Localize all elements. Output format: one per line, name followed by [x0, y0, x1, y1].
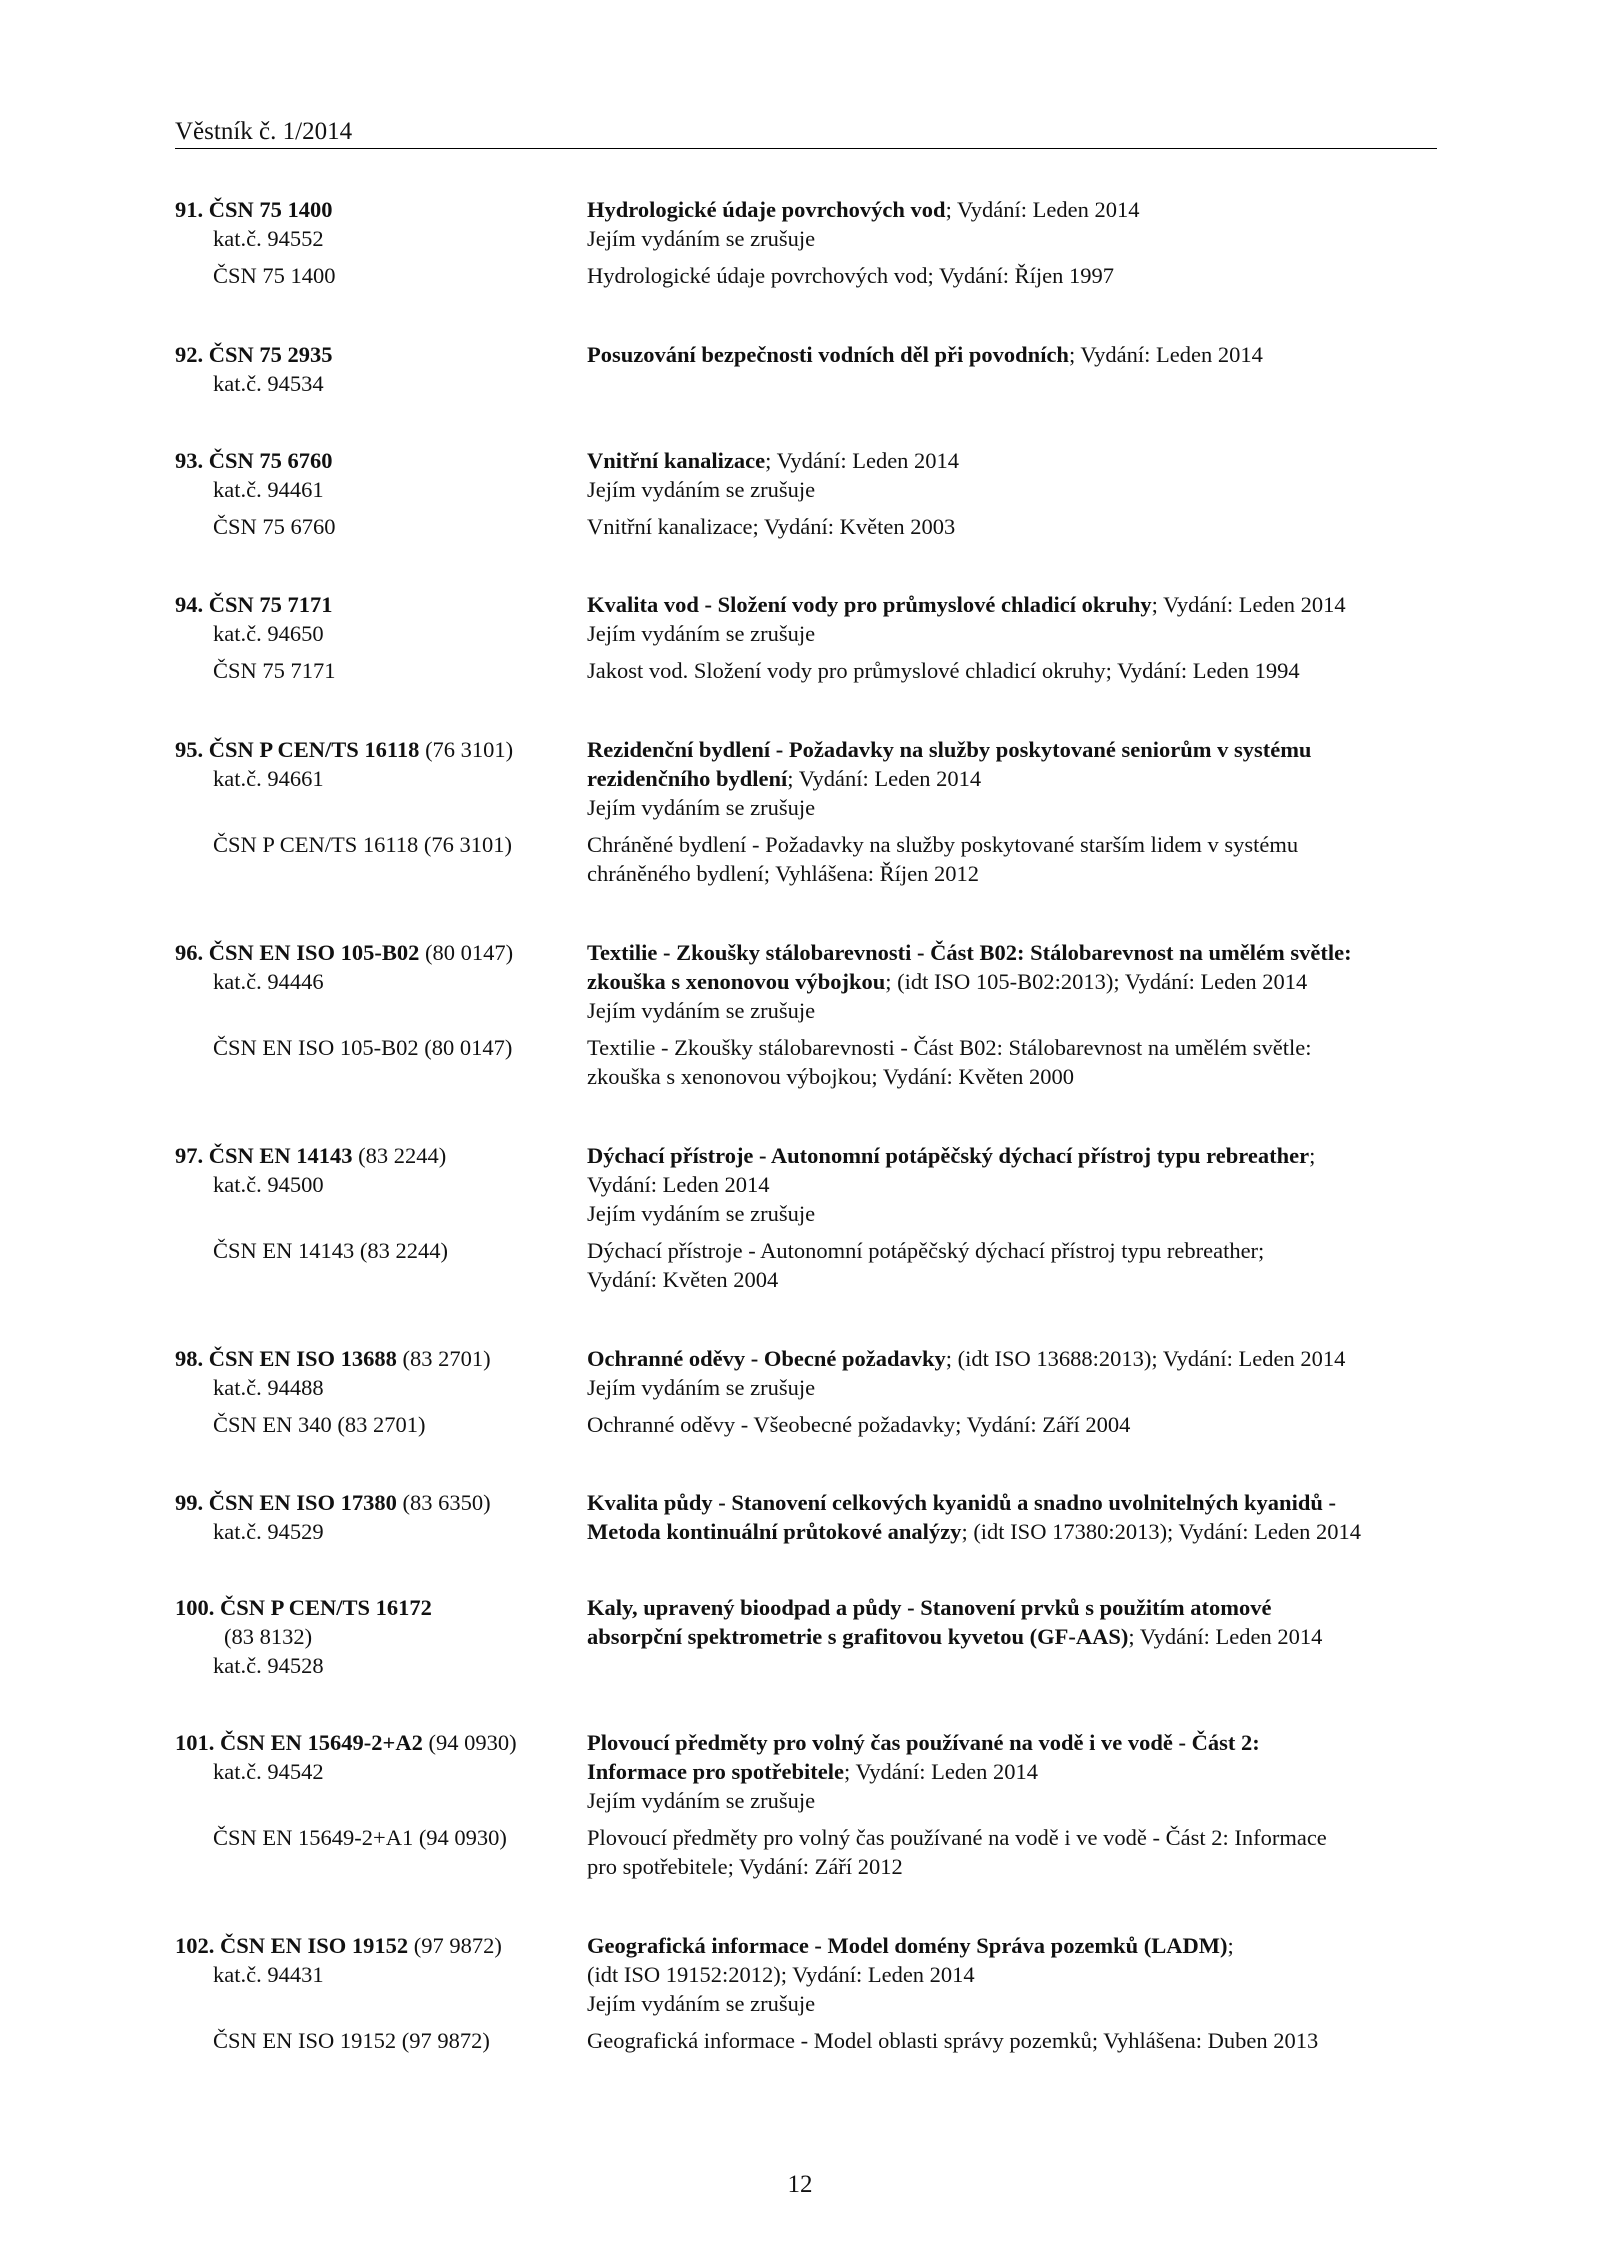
class-number: (76 3101) [419, 737, 514, 762]
catalog-number: kat.č. 94431 [213, 1962, 324, 1987]
standard-title-line1: Textilie - Zkoušky stálobarevnosti - Část B02: Stálobarevnost na umělém světle: [587, 940, 1352, 965]
cancels-note: Jejím vydáním se zrušuje [587, 621, 816, 646]
old-standard-code: ČSN EN 14143 (83 2244) [213, 1238, 448, 1263]
old-standard-text-line1: Plovoucí předměty pro volný čas používané na vodě i ve vodě - Část 2: Informace [587, 1825, 1327, 1850]
old-standard-text-line2: zkouška s xenonovou výbojkou; Vydání: Květen 2000 [587, 1064, 1075, 1089]
standard-title-line1: Kaly, upravený bioodpad a půdy - Stanovení prvků s použitím atomové [587, 1595, 1272, 1620]
cancels-note: Jejím vydáním se zrušuje [587, 226, 816, 251]
edition: ; Vydání: Leden 2014 [765, 448, 960, 473]
standard-code: ČSN 75 2935 [208, 342, 333, 367]
entry-number: 95. [175, 737, 204, 762]
class-number: (83 2701) [396, 1346, 491, 1371]
old-standard-text: Ochranné oděvy - Všeobecné požadavky; Vydání: Září 2004 [587, 1412, 1131, 1437]
old-standard-text-line1: Textilie - Zkoušky stálobarevnosti - Část B02: Stálobarevnost na umělém světle: [587, 1035, 1312, 1060]
standard-code: ČSN EN ISO 105-B02 [208, 940, 420, 965]
edition: ; Vydání: Leden 2014 [1151, 592, 1346, 617]
catalog-number: kat.č. 94661 [213, 766, 324, 791]
edition: Vydání: Leden 2014 [587, 1172, 770, 1197]
page-number: 12 [787, 2171, 813, 2198]
edition: ; Vydání: Leden 2014 [787, 766, 982, 791]
title-separator: ; [1309, 1143, 1316, 1168]
entry-number: 102. [175, 1933, 215, 1958]
old-standard-code: ČSN 75 7171 [213, 658, 336, 683]
catalog-number: kat.č. 94552 [213, 226, 324, 251]
catalog-number: kat.č. 94542 [213, 1759, 324, 1784]
entry-number: 93. [175, 448, 204, 473]
old-standard-code: ČSN EN 340 (83 2701) [213, 1412, 426, 1437]
standard-title: Kvalita vod - Složení vody pro průmyslové chladicí okruhy [587, 592, 1152, 617]
standard-title-line2: absorpční spektrometrie s grafitovou kyvetou (GF-AAS) [587, 1624, 1129, 1649]
standard-title-line1: Rezidenční bydlení - Požadavky na služby poskytované seniorům v systému [587, 737, 1312, 762]
standard-title-line2: rezidenčního bydlení [587, 766, 788, 791]
standard-code: ČSN P CEN/TS 16118 [208, 737, 420, 762]
standard-code: ČSN 75 7171 [208, 592, 333, 617]
old-standard-text-line1: Dýchací přístroje - Autonomní potápěčský dýchací přístroj typu rebreather; [587, 1238, 1265, 1263]
catalog-number: kat.č. 94500 [213, 1172, 324, 1197]
catalog-number: kat.č. 94528 [213, 1653, 324, 1678]
cancels-note: Jejím vydáním se zrušuje [587, 1788, 816, 1813]
edition: ; (idt ISO 13688:2013); Vydání: Leden 2014 [945, 1346, 1346, 1371]
old-standard-code: ČSN EN 15649-2+A1 (94 0930) [213, 1825, 507, 1850]
cancels-note: Jejím vydáním se zrušuje [587, 1201, 816, 1226]
old-standard-text-line1: Chráněné bydlení - Požadavky na služby poskytované starším lidem v systému [587, 832, 1299, 857]
standard-code: ČSN EN ISO 13688 [208, 1346, 397, 1371]
old-standard-code: ČSN 75 1400 [213, 263, 336, 288]
standard-title-line2: Informace pro spotřebitele [587, 1759, 845, 1784]
old-standard-text: Jakost vod. Složení vody pro průmyslové chladicí okruhy; Vydání: Leden 1994 [587, 658, 1300, 683]
edition: ; Vydání: Leden 2014 [844, 1759, 1038, 1784]
entry-number: 94. [175, 592, 204, 617]
entry-number: 92. [175, 342, 204, 367]
cancels-note: Jejím vydáním se zrušuje [587, 1991, 816, 2016]
standard-title: Ochranné oděvy - Obecné požadavky [587, 1346, 946, 1371]
class-number: (83 8132) [224, 1624, 313, 1649]
standard-code: ČSN P CEN/TS 16172 [220, 1595, 432, 1620]
class-number: (80 0147) [419, 940, 514, 965]
catalog-number: kat.č. 94461 [213, 477, 324, 502]
cancels-note: Jejím vydáním se zrušuje [587, 795, 816, 820]
standard-title: Vnitřní kanalizace [587, 448, 766, 473]
edition: (idt ISO 19152:2012); Vydání: Leden 2014 [587, 1962, 975, 1987]
entry-number: 91. [175, 197, 204, 222]
entry-number: 101. [175, 1730, 215, 1755]
old-standard-text-line2: chráněného bydlení; Vyhlášena: Říjen 2012 [587, 861, 979, 886]
catalog-number: kat.č. 94488 [213, 1375, 324, 1400]
class-number: (83 2244) [352, 1143, 447, 1168]
standard-code: ČSN EN ISO 17380 [208, 1490, 397, 1515]
entry-number: 96. [175, 940, 204, 965]
standard-title-line1: Plovoucí předměty pro volný čas používané na vodě i ve vodě - Část 2: [587, 1730, 1260, 1755]
standard-code: ČSN EN ISO 19152 [220, 1933, 409, 1958]
standard-title: Dýchací přístroje - Autonomní potápěčský dýchací přístroj typu rebreather [587, 1143, 1310, 1168]
class-number: (83 6350) [396, 1490, 491, 1515]
entry-number: 98. [175, 1346, 204, 1371]
edition: ; Vydání: Leden 2014 [1128, 1624, 1323, 1649]
catalog-number: kat.č. 94529 [213, 1519, 324, 1544]
standard-code: ČSN 75 1400 [208, 197, 333, 222]
old-standard-code: ČSN EN ISO 105-B02 (80 0147) [213, 1035, 513, 1060]
page-header [175, 108, 1437, 149]
entry-number: 100. [175, 1595, 215, 1620]
old-standard-text-line2: pro spotřebitele; Vydání: Září 2012 [587, 1854, 903, 1879]
cancels-note: Jejím vydáním se zrušuje [587, 998, 816, 1023]
old-standard-text: Vnitřní kanalizace; Vydání: Květen 2003 [587, 514, 956, 539]
old-standard-code: ČSN P CEN/TS 16118 (76 3101) [213, 832, 512, 857]
edition: ; Vydání: Leden 2014 [945, 197, 1140, 222]
standard-title: Geografická informace - Model domény Správa pozemků (LADM) [587, 1933, 1228, 1958]
cancels-note: Jejím vydáním se zrušuje [587, 1375, 816, 1400]
title-separator: ; [1227, 1933, 1234, 1958]
old-standard-code: ČSN EN ISO 19152 (97 9872) [213, 2028, 490, 2053]
old-standard-code: ČSN 75 6760 [213, 514, 336, 539]
entry-number: 99. [175, 1490, 204, 1515]
standard-code: ČSN EN 15649-2+A2 [220, 1730, 423, 1755]
edition: ; Vydání: Leden 2014 [1068, 342, 1263, 367]
old-standard-text: Geografická informace - Model oblasti správy pozemků; Vyhlášena: Duben 2013 [587, 2028, 1319, 2053]
entry-number: 97. [175, 1143, 204, 1168]
catalog-number: kat.č. 94534 [213, 371, 324, 396]
standard-title-line2: Metoda kontinuální průtokové analýzy [587, 1519, 962, 1544]
catalog-number: kat.č. 94446 [213, 969, 324, 994]
journal-title: Věstník č. 1/2014 [175, 118, 353, 145]
standard-title-line1: Kvalita půdy - Stanovení celkových kyanidů a snadno uvolnitelných kyanidů - [587, 1490, 1336, 1515]
cancels-note: Jejím vydáním se zrušuje [587, 477, 816, 502]
class-number: (97 9872) [408, 1933, 502, 1958]
catalog-number: kat.č. 94650 [213, 621, 324, 646]
old-standard-text: Hydrologické údaje povrchových vod; Vydání: Říjen 1997 [587, 263, 1114, 288]
old-standard-text-line2: Vydání: Květen 2004 [587, 1267, 779, 1292]
class-number: (94 0930) [422, 1730, 517, 1755]
standard-title-line2: zkouška s xenonovou výbojkou [587, 969, 886, 994]
edition: ; (idt ISO 17380:2013); Vydání: Leden 2014 [961, 1519, 1361, 1544]
edition: ; (idt ISO 105-B02:2013); Vydání: Leden 2014 [885, 969, 1308, 994]
standard-code: ČSN 75 6760 [208, 448, 333, 473]
standard-title: Posuzování bezpečnosti vodních děl při povodních [587, 342, 1069, 367]
standard-title: Hydrologické údaje povrchových vod [587, 197, 946, 222]
standard-code: ČSN EN 14143 [208, 1143, 353, 1168]
